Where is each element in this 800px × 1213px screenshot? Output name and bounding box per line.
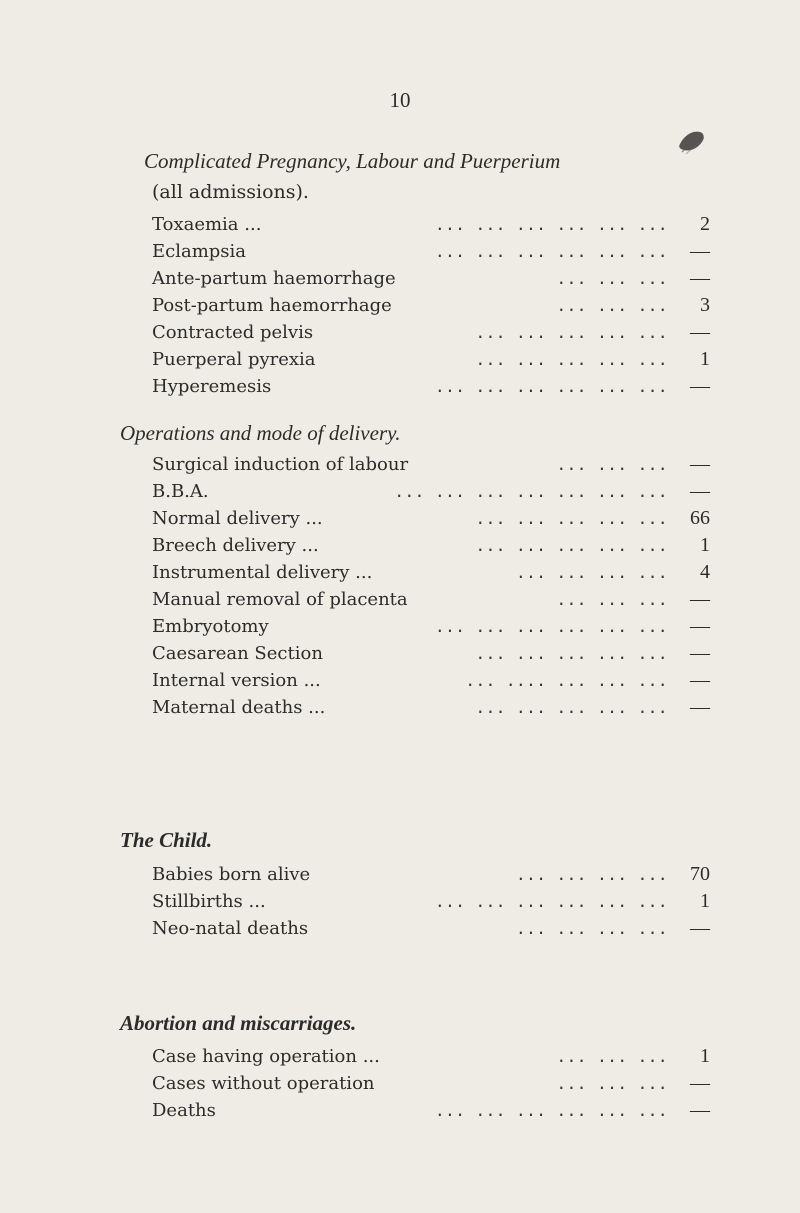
list-item — [152, 1097, 710, 1124]
dot-leaders: ... .... ... ... ... — [465, 671, 668, 690]
row-value: — — [690, 375, 710, 397]
row-label: B.B.A. — [152, 481, 209, 502]
list-item — [152, 667, 710, 694]
dot-leaders: ... ... ... — [556, 590, 668, 609]
list-item — [152, 292, 710, 319]
list-item — [152, 586, 710, 613]
row-value: — — [690, 1072, 710, 1094]
row-value: — — [690, 240, 710, 262]
dot-leaders: ... ... ... — [556, 296, 668, 315]
row-label: Puerperal pyrexia — [152, 349, 316, 370]
list-item — [152, 694, 710, 721]
row-value: 1 — [700, 1045, 710, 1067]
dot-leaders: ... ... ... ... — [516, 865, 668, 884]
dot-leaders: ... ... ... ... ... — [475, 698, 668, 717]
list-item — [152, 211, 710, 238]
row-label: Normal delivery ... — [152, 508, 323, 529]
dot-leaders: ... ... ... ... ... ... — [434, 892, 668, 911]
row-label: Hyperemesis — [152, 376, 272, 397]
list-item — [152, 1043, 710, 1070]
row-value: 1 — [700, 890, 710, 912]
dot-leaders: ... ... ... ... — [516, 563, 668, 582]
row-value: 1 — [700, 534, 710, 556]
row-value: — — [690, 453, 710, 475]
list-item — [152, 505, 710, 532]
row-label: Maternal deaths ... — [152, 697, 326, 718]
section-heading-abortion: Abortion and miscarriages. — [120, 1011, 357, 1035]
row-value: — — [690, 321, 710, 343]
row-value: — — [690, 1099, 710, 1121]
dot-leaders: ... ... ... — [556, 1074, 668, 1093]
list-item — [152, 319, 710, 346]
list-item — [152, 238, 710, 265]
dot-leaders: ... ... ... ... ... — [475, 644, 668, 663]
list-item — [152, 265, 710, 292]
operations-list — [152, 451, 710, 721]
row-label: Breech delivery ... — [152, 535, 319, 556]
row-label: Babies born alive — [152, 864, 311, 885]
section-heading-operations: Operations and mode of delivery. — [120, 421, 401, 445]
row-label: Deaths — [152, 1100, 216, 1121]
row-label: Surgical induction of labour — [152, 454, 409, 475]
dot-leaders: ... ... ... ... ... — [475, 350, 668, 369]
dot-leaders: ... ... ... ... ... — [475, 536, 668, 555]
complications-list — [152, 211, 710, 400]
dot-leaders: ... ... ... ... — [516, 919, 668, 938]
list-item — [152, 346, 710, 373]
list-item — [152, 861, 710, 888]
list-item — [152, 640, 710, 667]
dot-leaders: ... ... ... ... ... ... — [434, 242, 668, 261]
row-label: Caesarean Section — [152, 643, 323, 664]
row-label: Stillbirths ... — [152, 891, 266, 912]
ink-blot-icon — [676, 128, 706, 156]
page-number: 10 — [389, 88, 411, 112]
row-value: 66 — [690, 507, 710, 529]
section-subheading: (all admissions). — [152, 181, 309, 203]
row-value: — — [690, 642, 710, 664]
dot-leaders: ... ... ... ... ... ... — [434, 617, 668, 636]
dot-leaders: ... ... ... ... ... — [475, 323, 668, 342]
row-value: — — [690, 588, 710, 610]
row-value: 3 — [700, 294, 710, 316]
dot-leaders: ... ... ... ... ... — [475, 509, 668, 528]
row-value: 2 — [700, 213, 710, 235]
row-label: Contracted pelvis — [152, 322, 314, 343]
row-value: 1 — [700, 348, 710, 370]
list-item — [152, 478, 710, 505]
row-value: — — [690, 669, 710, 691]
child-list — [152, 861, 710, 942]
row-value: — — [690, 917, 710, 939]
dot-leaders: ... ... ... — [556, 455, 668, 474]
list-item — [152, 532, 710, 559]
list-item — [152, 1070, 710, 1097]
dot-leaders: ... ... ... — [556, 269, 668, 288]
dot-leaders: ... ... ... — [556, 1047, 668, 1066]
row-label: Embryotomy — [152, 616, 269, 637]
dot-leaders: ... ... ... ... ... ... ... — [394, 482, 668, 501]
row-label: Ante-partum haemorrhage — [152, 268, 396, 289]
dot-leaders: ... ... ... ... ... ... — [434, 215, 668, 234]
row-value: — — [690, 696, 710, 718]
list-item — [152, 373, 710, 400]
row-label: Toxaemia ... — [152, 214, 262, 235]
section-heading-child: The Child. — [120, 828, 213, 852]
list-item — [152, 451, 710, 478]
section-heading-complications: Complicated Pregnancy, Labour and Puerperium — [144, 149, 561, 173]
row-label: Post-partum haemorrhage — [152, 295, 392, 316]
row-value: — — [690, 615, 710, 637]
row-label: Cases without operation — [152, 1073, 375, 1094]
dot-leaders: ... ... ... ... ... ... — [434, 377, 668, 396]
row-value: — — [690, 480, 710, 502]
list-item — [152, 888, 710, 915]
row-label: Case having operation ... — [152, 1046, 380, 1067]
list-item — [152, 613, 710, 640]
row-value: 70 — [690, 863, 710, 885]
list-item — [152, 915, 710, 942]
dot-leaders: ... ... ... ... ... ... — [434, 1101, 668, 1120]
row-label: Neo-natal deaths — [152, 918, 309, 939]
row-label: Manual removal of placenta — [152, 589, 408, 610]
abortion-list — [152, 1043, 710, 1124]
row-label: Internal version ... — [152, 670, 321, 691]
list-item — [152, 559, 710, 586]
row-label: Eclampsia — [152, 241, 247, 262]
row-label: Instrumental delivery ... — [152, 562, 373, 583]
row-value: 4 — [700, 561, 710, 583]
row-value: — — [690, 267, 710, 289]
